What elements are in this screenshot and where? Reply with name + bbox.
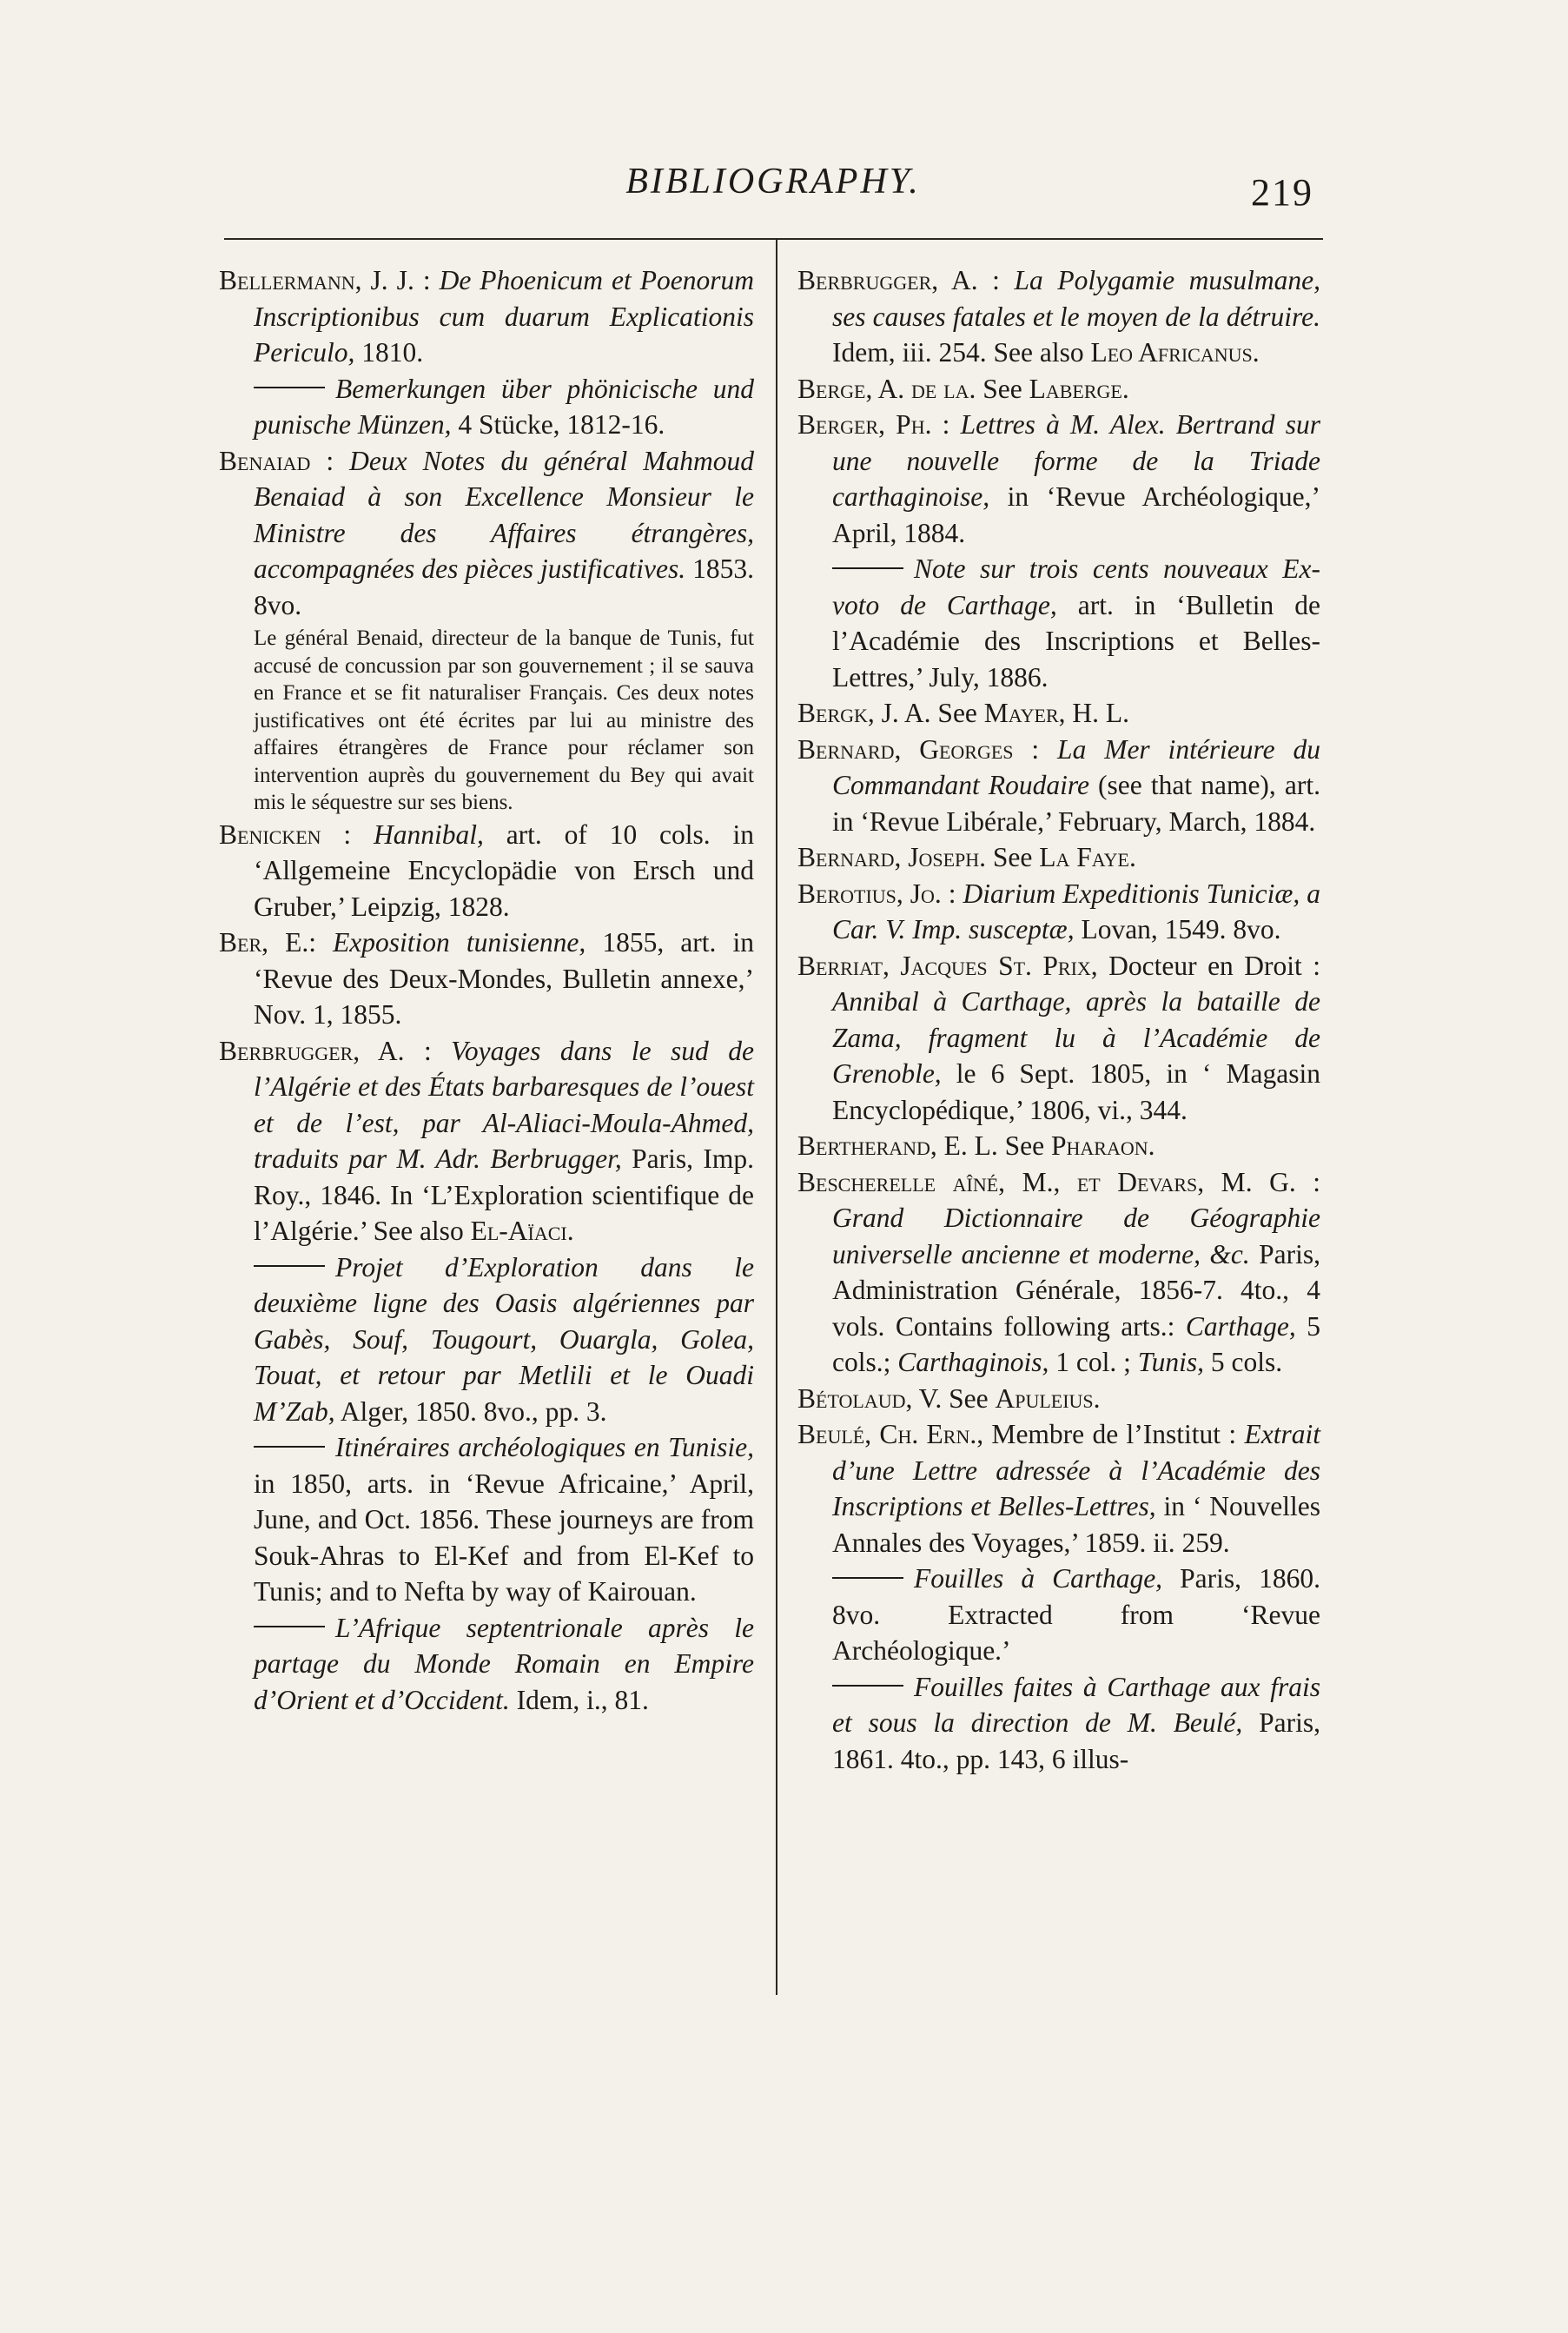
entry-berger-2: Note sur trois cents nouveaux Ex-voto de Carthage, art. in ‘Bulletin de l’Académie des Inscriptions et Belles-Lettres,’ July, 1886. bbox=[832, 553, 1321, 693]
entry-berbrugger-1: Berbrugger, A. : Voyages dans le sud de l’Algérie et des États barbaresques de l’ouest et de l’est, par Al-Aliaci-Moula-Ahmed, traduits par M. Adr. Berbrugger, Paris, Imp. Roy., 1846. In ‘L’Exploration scientifique de l’Algérie.’ See also El-Aïaci. bbox=[219, 1035, 754, 1246]
entry-berbrugger-4: L’Afrique septentrionale après le partage du Monde Romain en Empire d’Orient et d’Occident. Idem, i., 81. bbox=[254, 1612, 754, 1715]
entry-bescherelle: Bescherelle aîné, M., et Devars, M. G. : Grand Dictionnaire de Géographie universelle ancienne et moderne, &c. Paris, Administration Générale, 1856-7. 4to., 4 vols. Contains following arts.: Carthage, 5 cols.; Carthaginois, 1 col. ; Tunis, 5 cols. bbox=[797, 1166, 1321, 1377]
entry-bergk: Bergk, J. A. See Mayer, H. L. bbox=[797, 698, 1130, 728]
entry-ber: Ber, E.: Exposition tunisienne, 1855, art. in ‘Revue des Deux-Mondes, Bulletin annexe,’ Nov. 1, 1855. bbox=[219, 927, 754, 1030]
entry-berriat: Berriat, Jacques St. Prix, Docteur en Droit : Annibal à Carthage, après la bataille de Zama, fragment lu à l’Académie de Grenoble, le 6 Sept. 1805, in ‘ Magasin Encyclopédique,’ 1806, vi., 344. bbox=[797, 950, 1320, 1125]
ditto-dash bbox=[832, 1685, 903, 1687]
column-divider bbox=[776, 240, 777, 1995]
entry-bertherand: Bertherand, E. L. See Pharaon. bbox=[797, 1130, 1155, 1161]
ditto-dash bbox=[254, 387, 325, 388]
header-rule bbox=[224, 238, 1323, 240]
entry-berger-1: Berger, Ph. : Lettres à M. Alex. Bertrand sur une nouvelle forme de la Triade carthaginoise, in ‘Revue Archéologique,’ April, 1884. bbox=[797, 409, 1320, 548]
ditto-dash bbox=[254, 1446, 325, 1448]
left-column bbox=[219, 262, 754, 1718]
ditto-dash bbox=[832, 567, 903, 569]
entry-beule-1: Beulé, Ch. Ern., Membre de l’Institut : Extrait d’une Lettre adressée à l’Académie des Inscriptions et Belles-Lettres, in ‘ Nouvelles Annales des Voyages,’ 1859. ii. 259. bbox=[797, 1419, 1320, 1558]
ditto-dash bbox=[254, 1626, 325, 1627]
entry-berbrugger-2: Projet d’Exploration dans le deuxième ligne des Oasis algériennes par Gabès, Souf, Tougourt, Ouargla, Golea, Touat, et retour par Metlili et le Ouadi M’Zab, Alger, 1850. 8vo., pp. 3. bbox=[254, 1251, 754, 1427]
entry-berge: Berge, A. de la. See Laberge. bbox=[797, 373, 1129, 404]
entry-bellermann-2: Bemerkungen über phönicische und punische Münzen, 4 Stücke, 1812-16. bbox=[254, 373, 754, 440]
page-number: 219 bbox=[1251, 171, 1313, 214]
entry-beule-2: Fouilles à Carthage, Paris, 1860. 8vo. Extracted from ‘Revue Archéologique.’ bbox=[832, 1563, 1320, 1666]
entry-benaiad: Benaiad : Deux Notes du général Mahmoud Benaiad à son Excellence Monsieur le Ministre des Affaires étrangères, accompagnées des pièces justificatives. 1853. 8vo. bbox=[219, 445, 755, 620]
right-column bbox=[797, 262, 1320, 1777]
entry-benicken: Benicken : Hannibal, art. of 10 cols. in ‘Allgemeine Encyclopädie von Ersch und Gruber,’ Leipzig, 1828. bbox=[219, 819, 754, 922]
entry-betolaud: Bétolaud, V. See Apuleius. bbox=[797, 1382, 1101, 1414]
entry-beule-3: Fouilles faites à Carthage aux frais et sous la direction de M. Beulé, Paris, 1861. 4to., pp. 143, 6 illus- bbox=[832, 1671, 1320, 1774]
entry-bernard-joseph: Bernard, Joseph. See La Faye. bbox=[797, 842, 1136, 872]
entry-bellermann: Bellermann, J. J. : De Phoenicum et Poenorum Inscriptionibus cum duarum Explicationis Periculo, 1810. bbox=[219, 265, 754, 368]
entry-berotius: Berotius, Jo. : Diarium Expeditionis Tuniciæ, a Car. V. Imp. susceptæ, Lovan, 1549. 8vo. bbox=[797, 878, 1320, 944]
running-head: BIBLIOGRAPHY. bbox=[625, 162, 921, 202]
entry-bernard-georges: Bernard, Georges : La Mer intérieure du Commandant Roudaire (see that name), art. in ‘Revue Libérale,’ February, March, 1884. bbox=[797, 733, 1320, 837]
entry-berbrugger-5: Berbrugger, A. : La Polygamie musulmane, ses causes fatales et le moyen de la détruire. Idem, iii. 254. See also Leo Africanus. bbox=[797, 265, 1320, 368]
entry-berbrugger-3: Itinéraires archéologiques en Tunisie, in 1850, arts. in ‘Revue Africaine,’ April, June, and Oct. 1856. These journeys are from Souk-Ahras to El-Kef and from El-Kef to Tunis; and to Nefta by way of Kairouan. bbox=[254, 1432, 754, 1607]
ditto-dash bbox=[832, 1577, 903, 1579]
note-benaiad: Le général Benaid, directeur de la banque de Tunis, fut accusé de concussion par son gouvernement ; il se sauva en France et se fit naturaliser Français. Ces deux notes justificatives ont été écrites par lui au ministre des affaires étrangères de France pour réclamer son intervention auprès du gouvernement du Bey qui avait mis le séquestre sur ses biens. bbox=[254, 626, 754, 814]
ditto-dash bbox=[254, 1265, 325, 1267]
